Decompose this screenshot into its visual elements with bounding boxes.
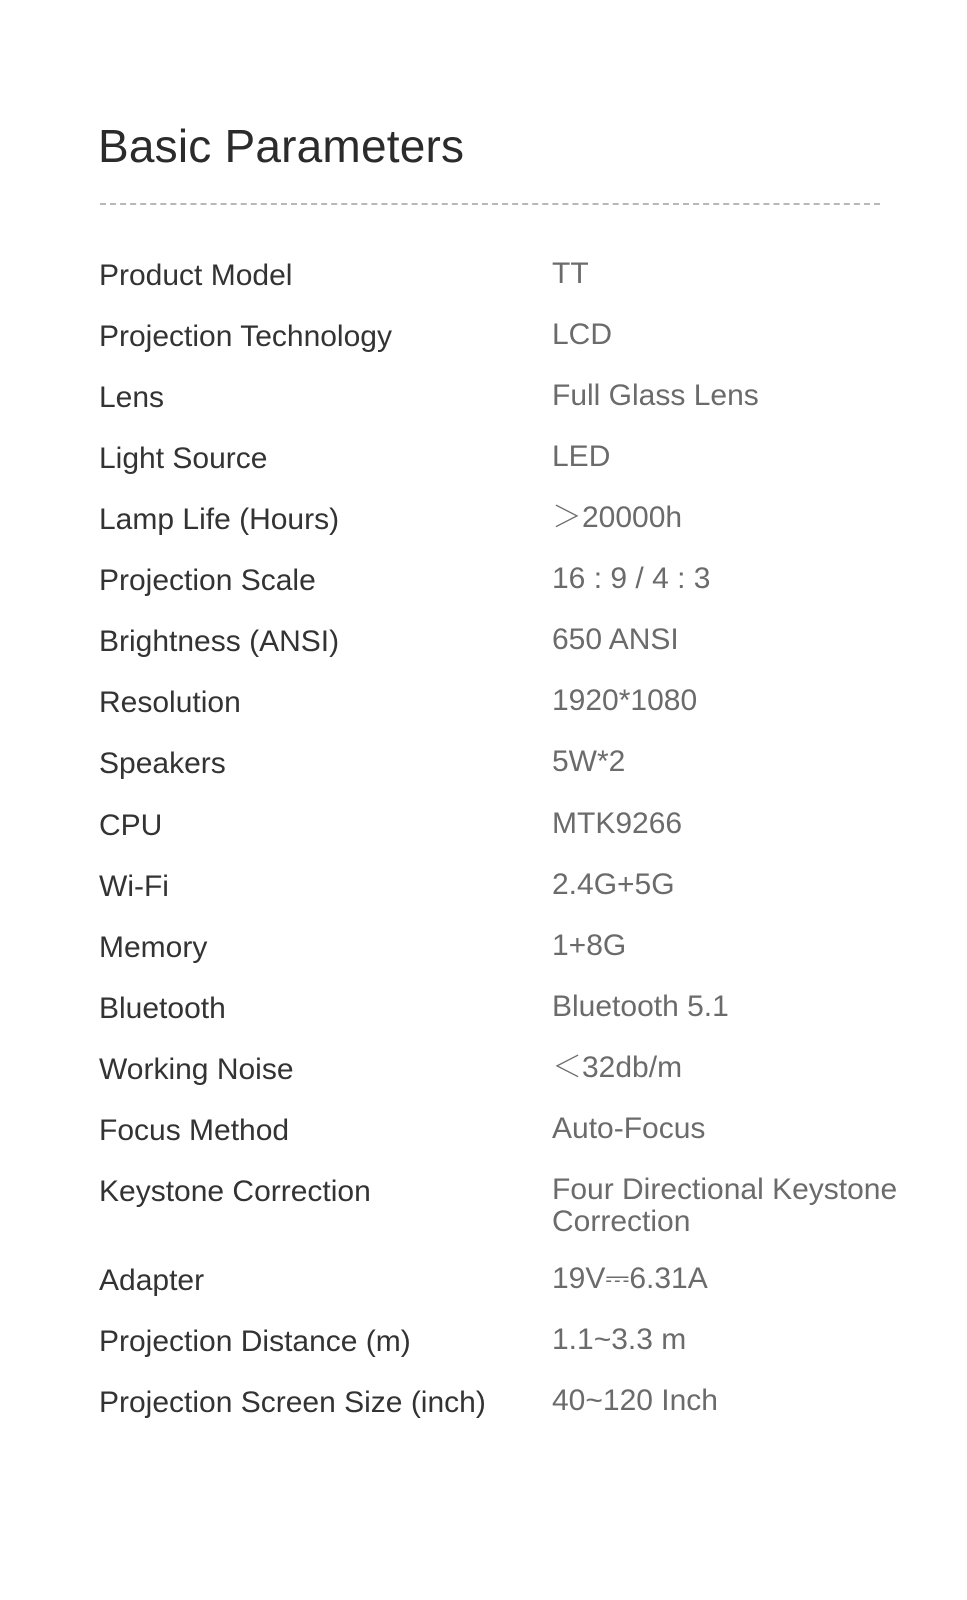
parameter-value: 1.1~3.3 m [552,1323,687,1356]
parameter-value: 650 ANSI [552,623,679,656]
parameter-label: Bluetooth [99,992,226,1025]
parameter-value: TT [552,257,589,290]
parameter-label: Keystone Correction [99,1175,371,1208]
parameter-label: Lens [99,381,165,414]
parameter-label: Projection Technology [99,320,392,353]
parameter-label: Product Model [99,259,293,292]
parameter-label: Focus Method [99,1114,290,1147]
parameter-value: 1+8G [552,929,627,962]
parameter-label: Adapter [99,1264,205,1297]
parameter-value: 2.4G+5G [552,868,675,901]
parameter-value: Bluetooth 5.1 [552,990,729,1023]
parameter-value: MTK9266 [552,807,683,840]
parameter-value: Auto-Focus [552,1112,706,1145]
parameter-value: ＞20000h [552,501,683,534]
parameter-value: Four Directional Keystone Correction [552,1173,898,1238]
parameter-label: Lamp Life (Hours) [99,503,340,536]
parameter-label: Projection Distance (m) [99,1325,411,1358]
parameter-value: LED [552,440,611,473]
parameter-value: 19V⎓6.31A [552,1262,708,1295]
parameter-value: 1920*1080 [552,684,698,717]
parameter-label: Projection Scale [99,564,316,597]
parameter-label: Resolution [99,686,241,719]
parameter-value: ＜32db/m [552,1051,683,1084]
parameter-label: Wi-Fi [99,870,169,903]
parameter-label: Memory [99,931,208,964]
parameter-value: 16 : 9 / 4 : 3 [552,562,711,595]
parameter-value: LCD [552,318,613,351]
parameter-label: CPU [99,809,163,842]
parameter-label: Brightness (ANSI) [99,625,340,658]
parameter-label: Light Source [99,442,268,475]
parameter-label: Working Noise [99,1053,294,1086]
parameter-value: 5W*2 [552,745,626,778]
parameter-value: Full Glass Lens [552,379,759,412]
parameter-label: Projection Screen Size (inch) [99,1386,486,1419]
parameter-value: 40~120 Inch [552,1384,718,1417]
parameter-label: Speakers [99,747,226,780]
page-title: Basic Parameters [98,120,465,172]
